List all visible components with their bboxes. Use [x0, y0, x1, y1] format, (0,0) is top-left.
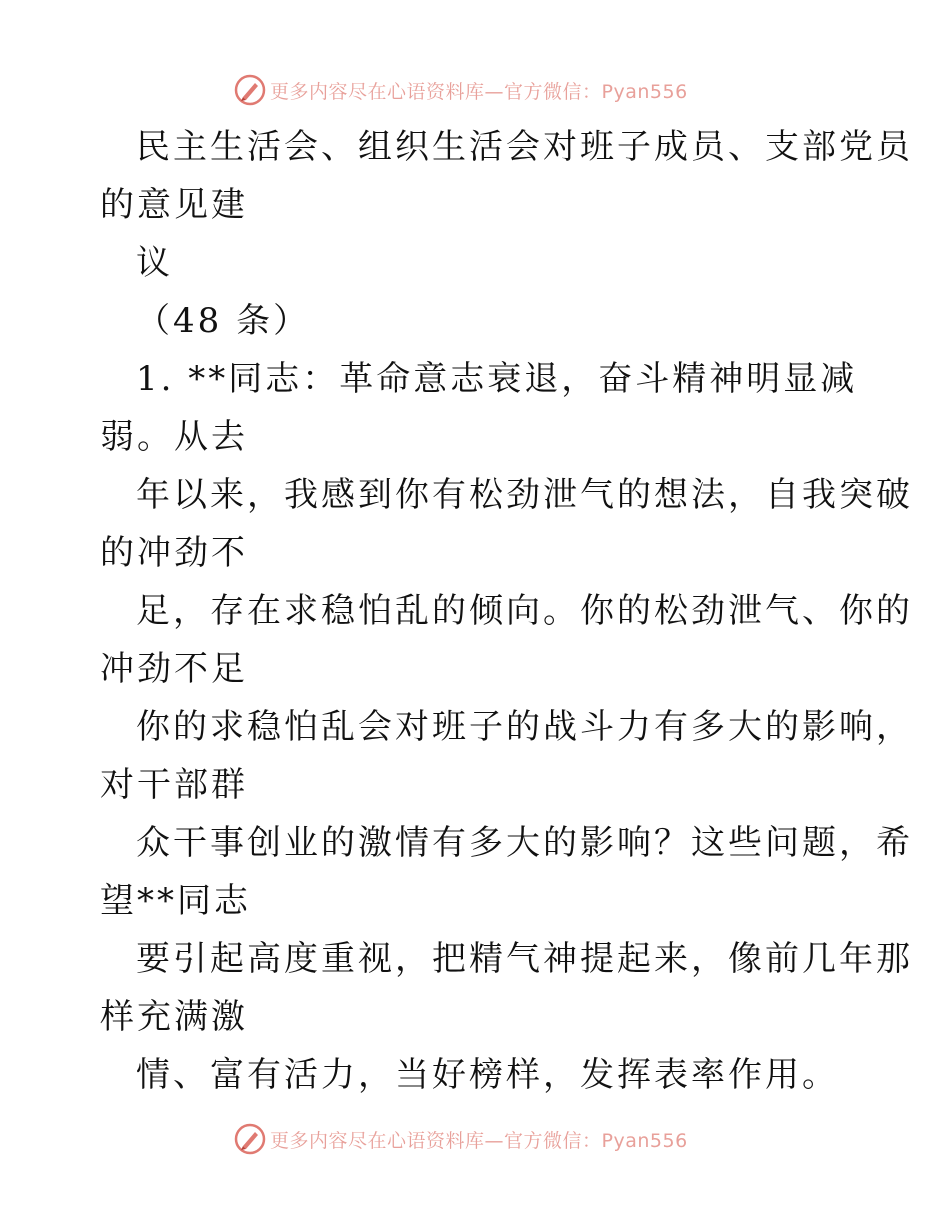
text-line: 你的求稳怕乱会对班子的战斗力有多大的影响，	[136, 707, 913, 747]
text-line: 冲劲不足	[100, 649, 248, 689]
text-line: 足，存在求稳怕乱的倾向。你的松劲泄气、你的	[136, 591, 913, 631]
text-line: 要引起高度重视，把精气神提起来，像前几年那	[136, 939, 913, 979]
text-line: 对干部群	[100, 765, 248, 805]
text-line: 弱。从去	[100, 417, 248, 457]
footer-watermark	[234, 1121, 688, 1157]
watermark-text: 更多内容尽在心语资料库—官方微信：Pyan556	[270, 1129, 688, 1152]
text-line: 众干事创业的激情有多大的影响？这些问题，希	[136, 823, 913, 863]
text-line: （48 条）	[136, 301, 311, 341]
pen-logo-icon	[234, 74, 266, 106]
text-line: 望**同志	[100, 881, 251, 921]
header-watermark	[234, 72, 688, 108]
text-line: 年以来，我感到你有松劲泄气的想法，自我突破	[136, 475, 913, 515]
text-line: 样充满激	[100, 997, 248, 1037]
text-line: 议	[136, 243, 173, 283]
text-line: 1. **同志：革命意志衰退，奋斗精神明显减	[136, 359, 858, 399]
pen-logo-icon	[234, 1123, 266, 1155]
text-line: 情、富有活力，当好榜样，发挥表率作用。	[136, 1055, 839, 1095]
watermark-text: 更多内容尽在心语资料库—官方微信：Pyan556	[270, 80, 688, 103]
text-line: 的冲劲不	[100, 533, 248, 573]
text-line: 的意见建	[100, 185, 248, 225]
text-line: 民主生活会、组织生活会对班子成员、支部党员	[136, 127, 913, 167]
